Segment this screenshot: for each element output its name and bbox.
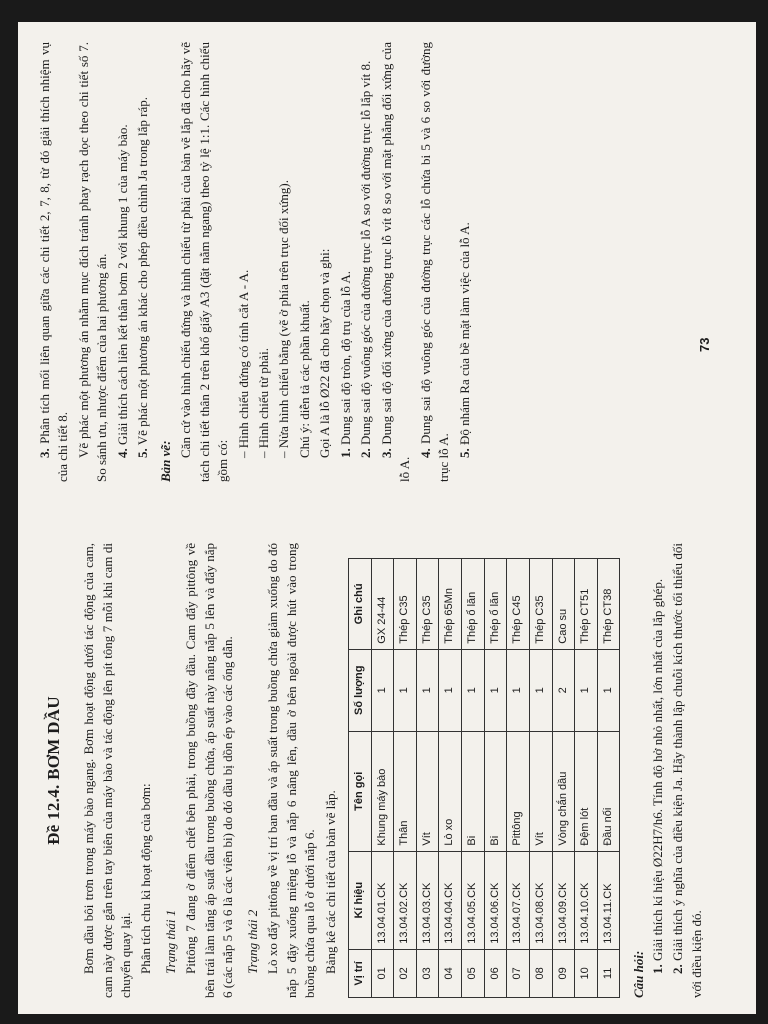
table-cell: 10 bbox=[575, 949, 598, 997]
table-cell: 02 bbox=[394, 949, 417, 997]
tolerance-number: 3. bbox=[378, 448, 394, 458]
state2-text: Lò xo đẩy pittông về vị trí ban đầu và áp suất trong buồng chứa giảm xuống do đó nắp 5 đậy xuống miệng lỗ và nắp 6 nâng lên, dầu ở bên ngoài được hút vào trong buồng chứa qua lỗ ở dưới nắp 6. bbox=[265, 543, 318, 998]
table-cell: 13.04.10.CK bbox=[575, 851, 598, 949]
page-number: 73 bbox=[697, 337, 712, 352]
tolerance-item bbox=[456, 42, 474, 482]
table-cell: 1 bbox=[394, 649, 417, 731]
table-cell: 13.04.08.CK bbox=[529, 851, 552, 949]
table-cell: Thân bbox=[394, 731, 417, 851]
question-text: Phân tích mối liên quan giữa các chi tiết 2, 7, 8, từ đó giải thích nhiệm vụ của chi tiết 8. bbox=[37, 42, 71, 482]
right-column bbox=[36, 42, 476, 482]
table-row bbox=[597, 559, 620, 998]
tolerance-number: 4. bbox=[417, 448, 433, 458]
table-cell: 1 bbox=[416, 649, 439, 731]
state2-title: Trạng thái 2 bbox=[244, 909, 260, 974]
table-cell: 2 bbox=[552, 649, 575, 731]
header-cell: Kí hiệu bbox=[349, 851, 372, 949]
table-cell: 09 bbox=[552, 949, 575, 997]
table-cell: Vít bbox=[416, 731, 439, 851]
tolerance-item bbox=[378, 42, 415, 482]
question-text: Giải thích ý nghĩa của điều kiện Ja. Hãy thành lập chuỗi kích thước tối thiểu đối với điều kiện đó. bbox=[670, 543, 704, 998]
table-cell: 1 bbox=[597, 649, 620, 731]
table-cell: 1 bbox=[575, 649, 598, 731]
tolerance-item bbox=[337, 42, 355, 482]
table-cell: 13.04.01.CK bbox=[371, 851, 394, 949]
question-number: 4. bbox=[114, 448, 130, 458]
table-cell: 13.04.07.CK bbox=[507, 851, 530, 949]
question-item bbox=[669, 543, 706, 998]
table-cell: Bi bbox=[462, 731, 485, 851]
table-cell: Thép ổ lăn bbox=[462, 559, 485, 650]
state1-text: Pittông 7 đang ở điểm chết bên phải, trong buồng đầy dầu. Cam đẩy pittông về bên trái làm tăng áp suất dầu trong buồng chứa, áp suất này nâng nắp 5 lên và đẩy nắp 6 (các nắp 5 và 6 là các viên bi) do đó dầu bị dồn ép vào các ống dẫn. bbox=[183, 543, 236, 998]
question-item bbox=[114, 42, 132, 482]
table-row bbox=[439, 559, 462, 998]
table-cell: Vòng chắn dầu bbox=[552, 731, 575, 851]
tolerance-intro: Gọi A là lỗ Ø22 đã cho hãy chọn và ghi: bbox=[317, 248, 333, 458]
table-cell: 1 bbox=[462, 649, 485, 731]
drawing-item: – Nửa hình chiếu bằng (vẽ ở phía trên trục đối xứng). bbox=[276, 179, 292, 458]
question-text: Vẽ phác một phương án nhằm mục đích tránh phay rạch dọc theo chi tiết số 7. So sánh ưu, nhược điểm của hai phương án. bbox=[75, 42, 110, 482]
question-item bbox=[649, 543, 667, 998]
header-cell: Ghi chú bbox=[349, 559, 372, 650]
table-cell: Pittông bbox=[507, 731, 530, 851]
table-row bbox=[484, 559, 507, 998]
header-cell: Số lượng bbox=[349, 649, 372, 731]
left-column bbox=[40, 543, 708, 998]
table-cell: 04 bbox=[439, 949, 462, 997]
table-cell: Bi bbox=[484, 731, 507, 851]
table-row bbox=[394, 559, 417, 998]
question-text: Vẽ phác một phương án khác cho phép điều chỉnh Ja trong lắp ráp. bbox=[135, 97, 151, 446]
tolerance-number: 1. bbox=[337, 448, 353, 458]
table-cell: Đầu nối bbox=[597, 731, 620, 851]
table-cell: 13.04.09.CK bbox=[552, 851, 575, 949]
parts-table-header bbox=[349, 559, 372, 998]
table-row bbox=[529, 559, 552, 998]
page bbox=[32, 22, 736, 1012]
table-cell: 13.04.02.CK bbox=[394, 851, 417, 949]
tolerance-text: Dung sai độ vuông góc của đường trục các lỗ chứa bi 5 và 6 so với đường trục lỗ A. bbox=[417, 42, 452, 482]
table-cell: 06 bbox=[484, 949, 507, 997]
questions-title: Câu hỏi: bbox=[631, 950, 647, 998]
tolerance-text: Độ nhám Ra của bề mặt làm việc của lỗ A. bbox=[456, 222, 472, 445]
table-cell: 1 bbox=[439, 649, 462, 731]
table-cell: 13.04.06.CK bbox=[484, 851, 507, 949]
tolerance-text: Dung sai độ vuông góc của đường trục lỗ A so với đường trục lỗ lắp vít 8. bbox=[358, 60, 374, 445]
table-row bbox=[575, 559, 598, 998]
table-row bbox=[416, 559, 439, 998]
table-cell: 07 bbox=[507, 949, 530, 997]
table-cell: Lò xo bbox=[439, 731, 462, 851]
table-cell: 1 bbox=[371, 649, 394, 731]
table-cell: Thép 65Mn bbox=[439, 559, 462, 650]
header-cell: Tên gọi bbox=[349, 731, 372, 851]
tolerance-item bbox=[357, 42, 375, 482]
table-intro: Bảng kê các chi tiết của bản vẽ lắp. bbox=[322, 790, 338, 974]
tolerance-text: Dung sai độ tròn, độ trụ của lỗ A. bbox=[337, 270, 353, 445]
table-cell: Thép C35 bbox=[394, 559, 417, 650]
table-cell: 11 bbox=[597, 949, 620, 997]
table-cell: 1 bbox=[529, 649, 552, 731]
table-cell: 13.04.05.CK bbox=[462, 851, 485, 949]
question-text: Giải thích kí hiệu Ø22H7/h6. Tính độ hở nhỏ nhất, lớn nhất của lắp ghép. bbox=[649, 578, 665, 961]
parts-table bbox=[348, 558, 620, 998]
table-cell: 05 bbox=[462, 949, 485, 997]
table-cell: Thép C35 bbox=[529, 559, 552, 650]
principle-line: Phân tích chu kì hoạt động của bơm: bbox=[138, 783, 154, 974]
table-row bbox=[507, 559, 530, 998]
table-cell: Cao su bbox=[552, 559, 575, 650]
table-cell: Đệm lót bbox=[575, 731, 598, 851]
intro-paragraph: Bơm dầu bôi trơn trong máy bào ngang. Bơm hoạt động dưới tác động của cam, cam này được gắn trên tay biên của máy bào và tác động lên pít tông 7 mỗi khi cam di chuyển quay lại. bbox=[81, 543, 134, 998]
table-cell: 1 bbox=[484, 649, 507, 731]
question-text: Giải thích cách liên kết thân bơm 2 với khung 1 của máy bào. bbox=[114, 124, 130, 445]
tolerance-item bbox=[417, 42, 454, 482]
drawing-title: Bản vẽ: bbox=[157, 440, 173, 482]
table-row bbox=[462, 559, 485, 998]
page-title: Đề 12.4. BƠM DẦU bbox=[44, 696, 63, 845]
table-row bbox=[552, 559, 575, 998]
table-cell: 13.04.04.CK bbox=[439, 851, 462, 949]
table-row bbox=[371, 559, 394, 998]
header-cell: Vị trí bbox=[349, 949, 372, 997]
question-item bbox=[134, 42, 152, 482]
drawing-item: – Hình chiếu từ phải. bbox=[255, 348, 271, 458]
drawing-note: Chú ý: diễn tả các phần khuất. bbox=[296, 300, 312, 458]
tolerance-text: Dung sai độ đối xứng của đường trục lỗ vít 8 so với mặt phẳng đối xứng của lỗ A. bbox=[378, 42, 413, 482]
table-cell: 03 bbox=[416, 949, 439, 997]
table-cell: Thép C35 bbox=[416, 559, 439, 650]
table-cell: Thép CT38 bbox=[597, 559, 620, 650]
parts-table-body bbox=[371, 559, 620, 998]
drawing-text: Căn cứ vào hình chiếu đứng và hình chiếu từ phải của bản vẽ lắp đã cho hãy vẽ tách chi tiết thân 2 trên khổ giấy A3 (đặt nằm ngang) theo tỷ lệ 1:1. Các hình chiếu gồm có: bbox=[178, 42, 231, 482]
scanned-sheet bbox=[18, 22, 756, 1014]
drawing-item: – Hình chiếu đứng có tính cắt A - A. bbox=[235, 269, 251, 458]
question-number: 1. bbox=[649, 964, 665, 974]
question-item bbox=[36, 42, 73, 482]
table-cell: 1 bbox=[507, 649, 530, 731]
table-cell: 08 bbox=[529, 949, 552, 997]
state1-title: Trạng thái 1 bbox=[162, 909, 178, 974]
question-item bbox=[75, 42, 112, 482]
tolerance-number: 2. bbox=[358, 448, 374, 458]
table-cell: 01 bbox=[371, 949, 394, 997]
table-cell: Thép CT51 bbox=[575, 559, 598, 650]
table-cell: 13.04.11.CK bbox=[597, 851, 620, 949]
question-number: 5. bbox=[135, 448, 151, 458]
table-cell: Thép ổ lăn bbox=[484, 559, 507, 650]
table-cell: Thép C45 bbox=[507, 559, 530, 650]
table-cell: Vít bbox=[529, 731, 552, 851]
question-number: 2. bbox=[670, 964, 686, 974]
table-cell: GX 24-44 bbox=[371, 559, 394, 650]
table-cell: Khung máy bào bbox=[371, 731, 394, 851]
question-number: 3. bbox=[37, 448, 52, 458]
table-cell: 13.04.03.CK bbox=[416, 851, 439, 949]
tolerance-number: 5. bbox=[456, 448, 472, 458]
